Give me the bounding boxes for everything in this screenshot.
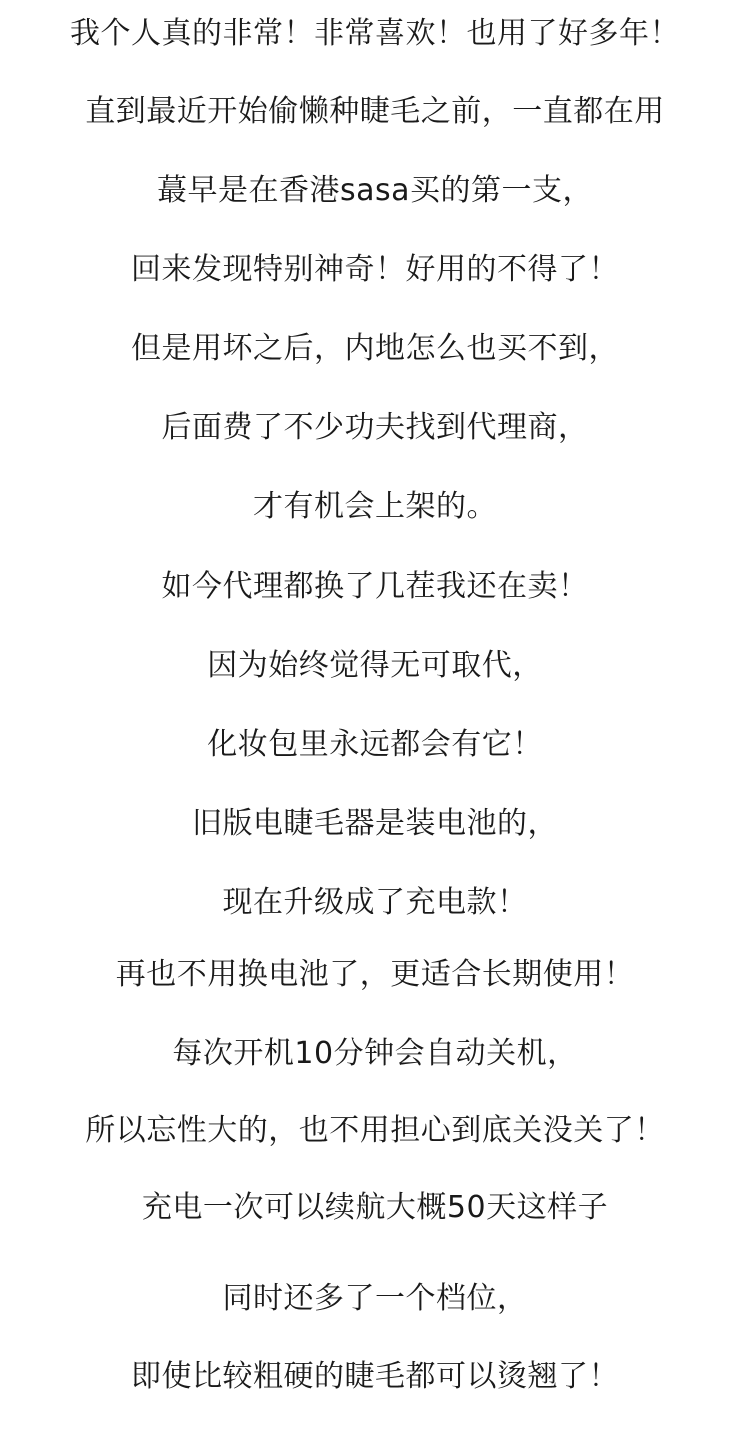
text-line: 回来发现特别神奇！好用的不得了！ [131,252,619,287]
text-line: 才有机会上架的。 [253,489,497,524]
text-line: 如今代理都换了几茬我还在卖！ [161,569,589,604]
text-line: 因为始终觉得无可取代， [207,648,543,683]
text-line: 再也不用换电池了，更适合长期使用！ [115,957,635,992]
text-line: 后面费了不少功夫找到代理商， [161,410,589,445]
text-line: 每次开机10分钟会自动关机， [172,1036,578,1071]
text-line: 现在升级成了充电款！ [222,885,528,920]
text-line: 蕞早是在香港sasa买的第一支， [156,173,594,208]
text-line: 充电一次可以续航大概50天这样子 [141,1190,609,1225]
text-line: 所以忘性大的，也不用担心到底关没关了！ [85,1113,665,1148]
text-line: 旧版电睫毛器是装电池的， [192,806,558,841]
text-line: 但是用坏之后，内地怎么也买不到， [131,331,619,366]
text-line: 化妆包里永远都会有它！ [207,727,543,762]
text-line: 即使比较粗硬的睫毛都可以烫翘了！ [131,1359,619,1394]
text-line: 直到最近开始偷懒种睫毛之前，一直都在用 [85,94,665,129]
text-line: 我个人真的非常！非常喜欢！也用了好多年！ [70,16,680,51]
text-line: 同时还多了一个档位， [222,1281,528,1316]
